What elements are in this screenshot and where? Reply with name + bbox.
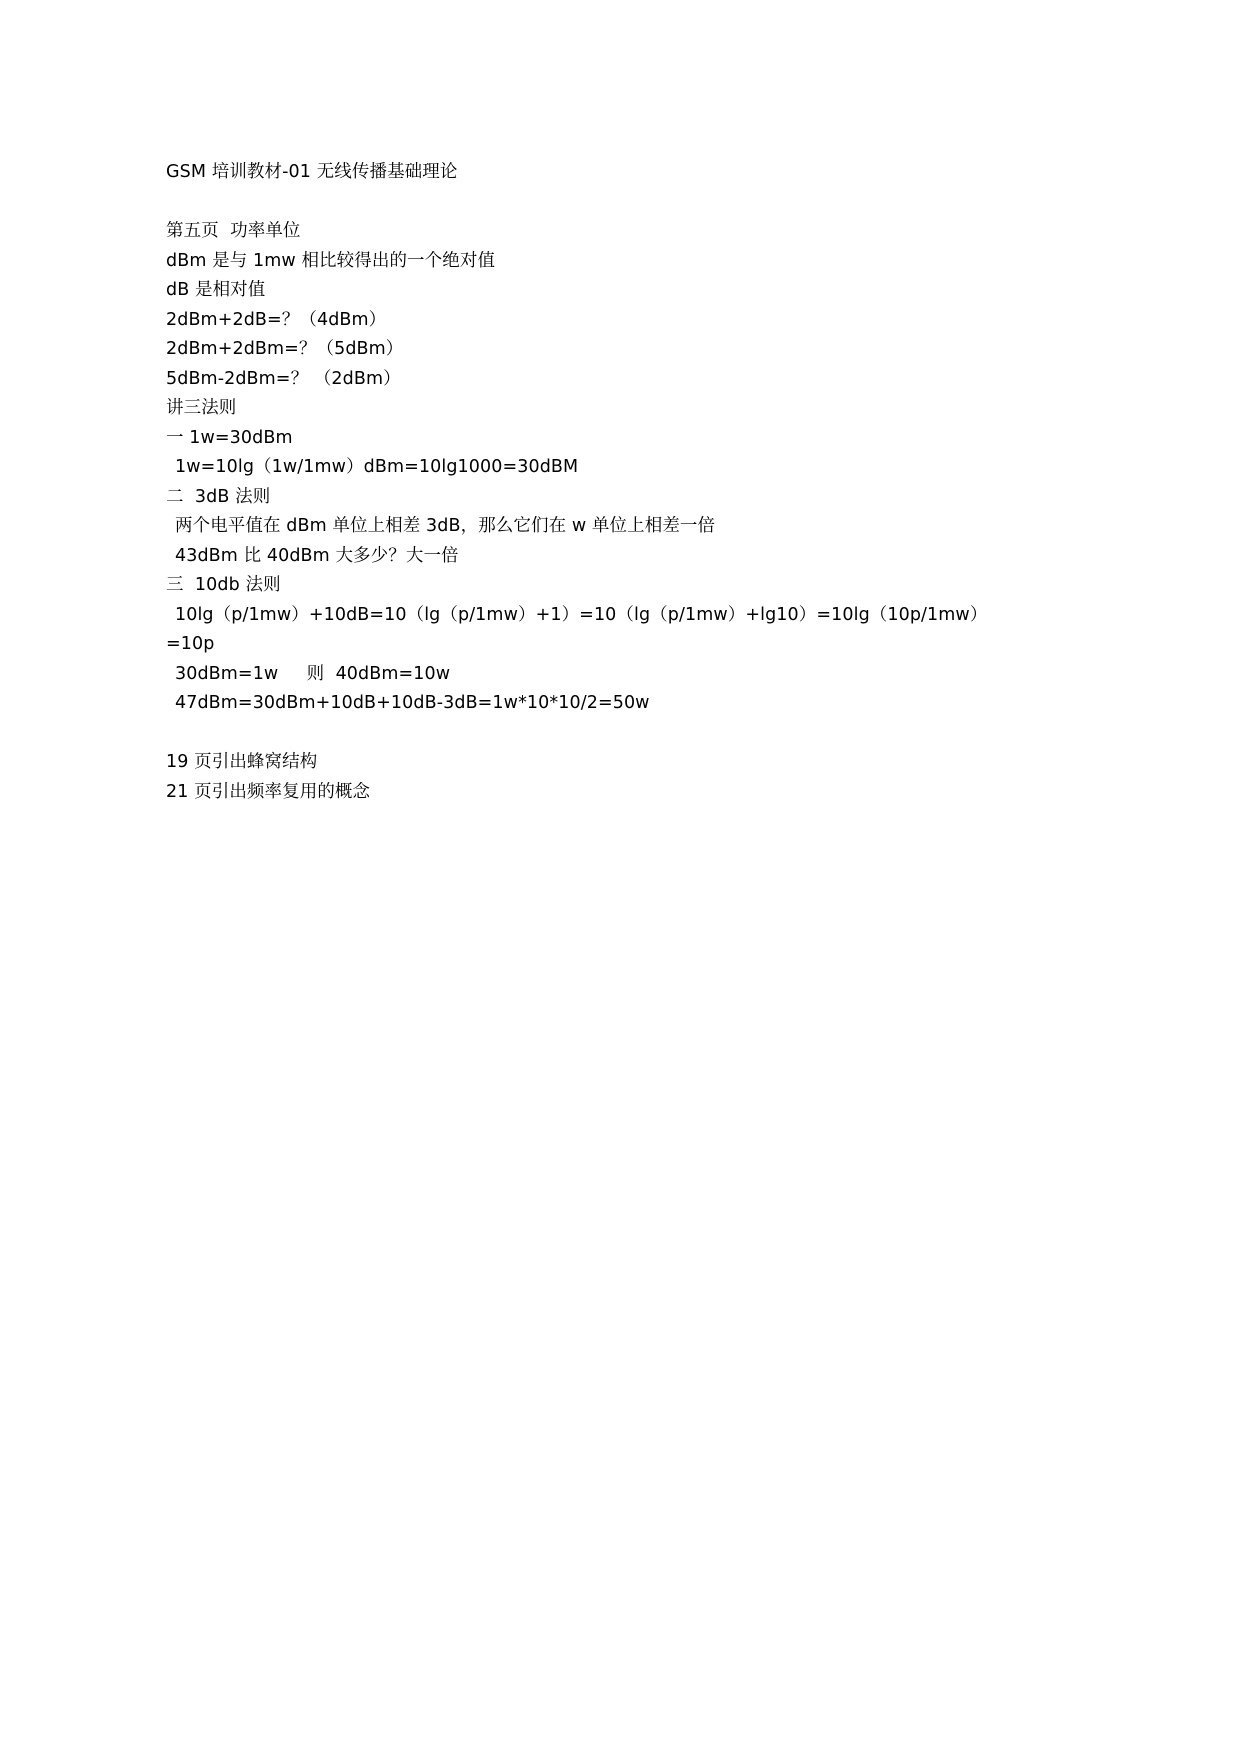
document-line: 第五页 功率单位 — [166, 221, 301, 241]
document-line: 43dBm 比 40dBm 大多少？大一倍 — [175, 545, 459, 566]
document-line: 5dBm-2dBm=？ （2dBm） — [166, 368, 401, 389]
paragraph-spacer — [166, 719, 1106, 749]
document-line: 21 页引出频率复用的概念 — [166, 781, 371, 802]
document-title: GSM 培训教材-01 无线传播基础理论 — [166, 162, 458, 182]
document-line: =10p — [166, 634, 215, 654]
document-line: 两个电平值在 dBm 单位上相差 3dB，那么它们在 w 单位上相差一倍 — [175, 516, 716, 536]
document-line: 三 10db 法则 — [166, 575, 281, 595]
document-line: 讲三法则 — [166, 398, 237, 418]
document-content — [166, 188, 1106, 808]
document-body — [166, 158, 1106, 807]
document-line: 2dBm+2dBm=？（5dBm） — [166, 339, 404, 359]
paragraph-spacer — [166, 188, 1106, 218]
document-line: 19 页引出蜂窝结构 — [166, 752, 318, 772]
document-line: 1w=10lg（1w/1mw）dBm=10lg1000=30dBM — [175, 457, 579, 477]
document-line: 二 3dB 法则 — [166, 486, 271, 507]
document-line: 一 1w=30dBm — [166, 427, 293, 448]
document-line: dB 是相对值 — [166, 280, 266, 300]
document-line: 10lg（p/1mw）+10dB=10（lg（p/1mw）+1）=10（lg（p/1mw）+lg10）=10lg（10p/1mw） — [175, 604, 988, 625]
document-line: dBm 是与 1mw 相比较得出的一个绝对值 — [166, 250, 496, 271]
document-line: 30dBm=1w 则 40dBm=10w — [175, 663, 451, 684]
document-line: 47dBm=30dBm+10dB+10dB-3dB=1w*10*10/2=50w — [175, 693, 650, 713]
document-line: 2dBm+2dB=？（4dBm） — [166, 309, 387, 330]
